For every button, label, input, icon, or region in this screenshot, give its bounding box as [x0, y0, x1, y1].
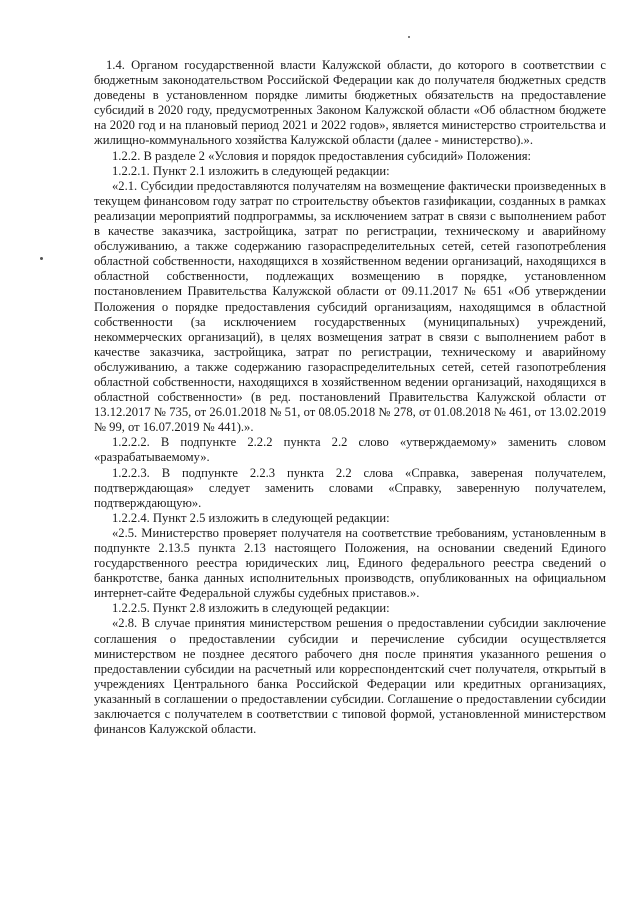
paragraph-1-2-2-4: 1.2.2.4. Пункт 2.5 изложить в следующей редакции: — [112, 510, 390, 525]
paragraph-2-8-quote: «2.8. В случае принятия министерством решения о предоставлении субсидии заключение соглашения о предоставлении субсидии и перечисление субсидии осуществляется министерством не позднее десятого рабочего дня после принятия указанного решения о предоставлении субсидии на расчетный или корреспондентский счет получателя, открытый в учреждениях Центрального банка Российской Федерации или кредитных организациях, указанный в соглашении о предоставлении субсидии. Соглашение о предоставлении субсидии заключается с получателем в соответствии с типовой формой, установленной министерством финансов Калужской области. — [94, 616, 606, 737]
paragraph-1-2-2-2: 1.2.2.2. В подпункте 2.2.2 пункта 2.2 слово «утверждаемому» заменить словом «разрабатываемому». — [94, 435, 606, 465]
document-body — [94, 58, 606, 737]
paragraph-1-2-2-5: 1.2.2.5. Пункт 2.8 изложить в следующей редакции: — [112, 601, 390, 616]
paragraph-1-4: 1.4. Органом государственной власти Калужской области, до которого в соответствии с бюджетным законодательством Российской Федерации как до получателя бюджетных средств доведены в установленном порядке лимиты бюджетных обязательств на предоставление субсидий в 2020 году, предусмотренных Законом Калужской области «Об областном бюджете на 2020 год и на плановый период 2021 и 2022 годов», является министерство строительства и жилищно-коммунального хозяйства Калужской области (далее - министерство).». — [94, 58, 606, 148]
paragraph-1-2-2-3: 1.2.2.3. В подпункте 2.2.3 пункта 2.2 слова «Справка, завереная получателем, подтверждающая» следует заменить словами «Справку, заверенную получателем, подтверждающую». — [94, 465, 606, 510]
paragraph-2-1-quote: «2.1. Субсидии предоставляются получателям на возмещение фактически произведенных в текущем финансовом году затрат по строительству объектов газификации, созданных в рамках реализации мероприятий подпрограммы, за исключением затрат в связи с выполнением работ в качестве заказчика, застройщика, затрат по регистрации, техническому и аварийному обслуживанию, а также содержанию газораспределительных сетей, сетей газопотребления областной собственности, находящихся в хозяйственном ведении организаций, находящихся в областной собственности, подлежащих возмещению в порядке, установленном постановлением Правительства Калужской области от 09.11.2017 № 651 «Об утверждении Положения о порядке предоставления субсидий организациям, находящимся в областной собственности (за исключением государственных (муниципальных) учреждений, некоммерческих организаций), в целях возмещения затрат в связи с выполнением работ в качестве заказчика, застройщика, затрат по регистрации, техническому и аварийному обслуживанию, а также содержанию газораспределительных сетей, сетей газопотребления областной собственности, находящихся в хозяйственном ведении организаций, находящихся в областной собственности» (в ред. постановлений Правительства Калужской области от 13.12.2017 № 735, от 26.01.2018 № 51, от 08.05.2018 № 278, от 01.08.2018 № 461, от 13.02.2019 № 99, от 16.07.2019 № 441).». — [94, 178, 606, 435]
scan-speck — [408, 36, 410, 38]
scan-speck — [40, 257, 43, 260]
paragraph-2-5-quote: «2.5. Министерство проверяет получателя на соответствие требованиям, установленным в подпункте 2.13.5 пункта 2.13 настоящего Положения, на основании сведений Единого государственного реестра юридических лиц, Единого федерального реестра сведений о банкротстве, банка данных исполнительных производств, опубликованных на официальном интернет-сайте Федеральной службы судебных приставов.». — [94, 525, 606, 601]
paragraph-1-2-2: 1.2.2. В разделе 2 «Условия и порядок предоставления субсидий» Положения: — [112, 148, 532, 163]
paragraph-1-2-2-1: 1.2.2.1. Пункт 2.1 изложить в следующей редакции: — [112, 163, 390, 178]
